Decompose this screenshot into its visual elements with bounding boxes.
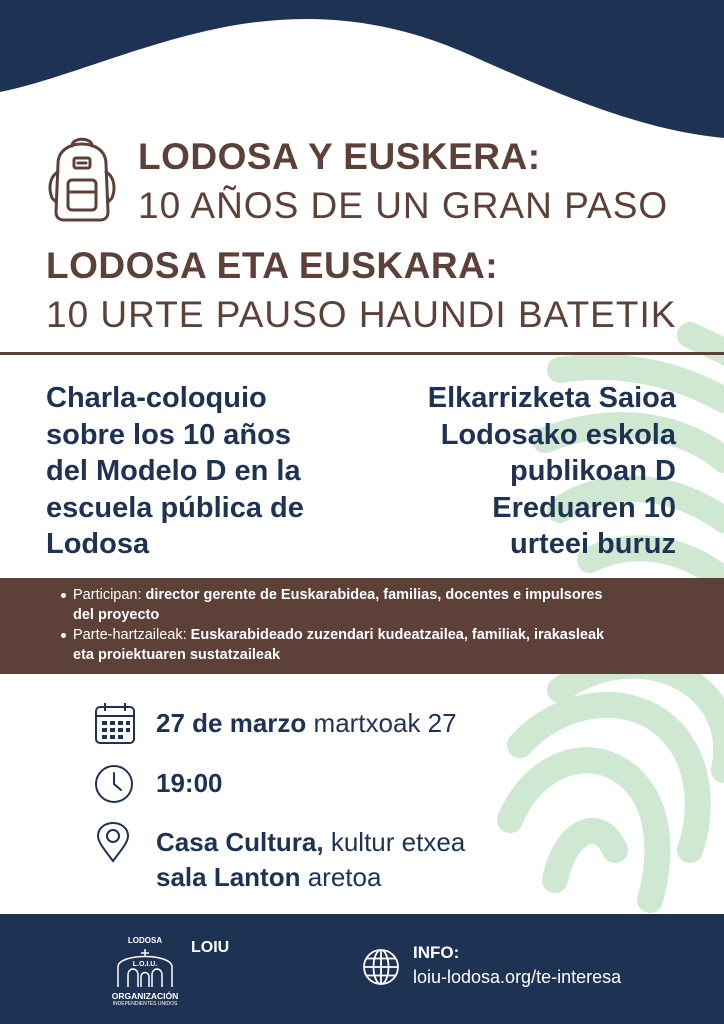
place-row-2 xyxy=(156,862,381,893)
title-eu-line2: 10 URTE PAUSO HAUNDI BATETIK xyxy=(46,294,677,335)
divider-line xyxy=(0,352,724,355)
time-value: 19:00 xyxy=(156,768,223,798)
loiu-logo xyxy=(108,936,182,1010)
date-eu: martxoak 27 xyxy=(313,708,457,738)
description-es-line: sobre los 10 años xyxy=(46,418,291,451)
org-name: LOIU xyxy=(191,939,230,956)
description-es-line: Charla-coloquio xyxy=(46,382,267,414)
backpack-icon xyxy=(44,132,120,224)
info-label: INFO: xyxy=(413,943,460,962)
participants-value: Euskarabideado zuzendari kudeatzailea, familiak, irakasleak xyxy=(190,627,605,643)
info-link[interactable]: loiu-lodosa.org/te-interesa xyxy=(413,967,622,987)
date-row xyxy=(156,708,457,739)
description-es-line: del Modelo D en la xyxy=(46,455,301,487)
description-eu-line: Elkarrizketa Saioa xyxy=(427,382,676,414)
description-eu xyxy=(360,380,676,563)
date-es: 27 de marzo xyxy=(156,708,307,738)
logo-mid-text: L.O.I.U. xyxy=(132,961,158,968)
participants-value-cont: eta proiektuaren sustatzaileak xyxy=(73,647,281,663)
description-eu-line: Lodosako eskola xyxy=(440,418,676,451)
participants-band xyxy=(0,578,724,674)
time-row xyxy=(156,768,223,799)
place-row-1 xyxy=(156,827,465,858)
participants-label: Parte-hartzaileak: xyxy=(73,627,187,643)
description-es-line: Lodosa xyxy=(46,528,150,560)
place-name-eu: kultur etxea xyxy=(330,827,466,857)
clock-icon xyxy=(94,764,134,804)
description-eu-line: publikoan D xyxy=(510,455,676,487)
title-es-line2: 10 AÑOS DE UN GRAN PASO xyxy=(138,185,669,226)
place-name: Casa Cultura, xyxy=(156,827,324,857)
calendar-icon xyxy=(94,701,136,745)
top-wave xyxy=(0,0,724,138)
globe-icon xyxy=(362,948,400,986)
room-name-eu: aretoa xyxy=(307,862,382,892)
participants-value: director gerente de Euskarabidea, familias, docentes e impulsores xyxy=(145,587,603,603)
logo-bottom-text: ORGANIZACIÓN xyxy=(111,991,179,1001)
participants-list xyxy=(60,585,670,665)
participants-item-eu xyxy=(60,625,670,665)
description-eu-line: urteei buruz xyxy=(510,528,676,560)
title-eu-line1: LODOSA ETA EUSKARA: xyxy=(46,245,499,286)
title-es-line1: LODOSA Y EUSKERA: xyxy=(138,136,541,177)
logo-subtitle-text: INDEPENDIENTES UNIDOS xyxy=(112,1001,178,1007)
participants-value-cont: del proyecto xyxy=(73,607,160,623)
description-es-line: escuela pública de xyxy=(46,491,304,524)
room-name: sala Lanton xyxy=(156,862,301,892)
description-eu-line: Ereduaren 10 xyxy=(492,491,676,524)
participants-label: Participan: xyxy=(73,587,142,603)
location-pin-icon xyxy=(96,821,130,863)
logo-top-text: LODOSA xyxy=(127,936,163,945)
participants-item-es xyxy=(60,585,670,625)
description-es xyxy=(46,380,376,563)
